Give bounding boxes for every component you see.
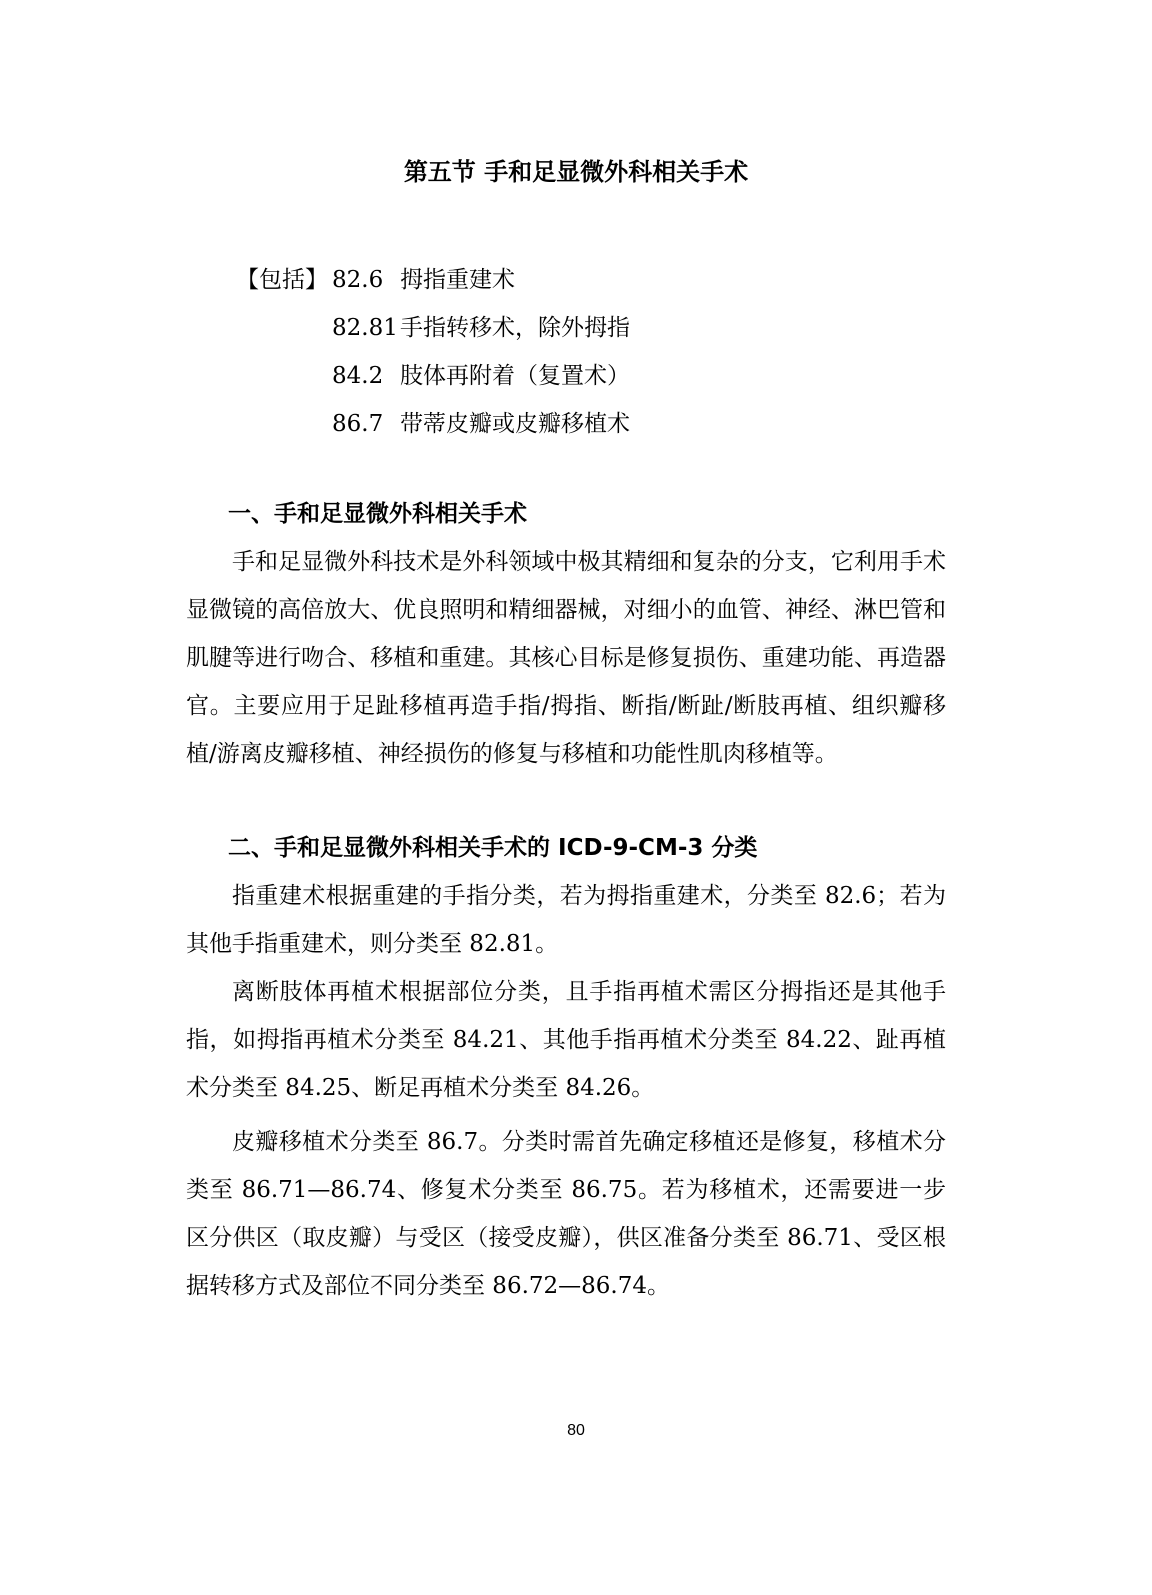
includes-row [236, 352, 630, 400]
includes-row [236, 304, 630, 352]
procedure-code: 86.7 [332, 411, 384, 437]
includes-row [236, 256, 630, 304]
paragraph-flap-graft: 皮瓣移植术分类至 86.7。分类时需首先确定移植还是修复，移植术分类至 86.71—86.74、修复术分类至 86.75。若为移植术，还需要进一步区分供区（取皮瓣）与受区（接受皮瓣），供区准备分类至 86.71、受区根据转移方式及部位不同分类至 86.72—86.74。 [186, 1129, 946, 1299]
procedure-name: 带蒂皮瓣或皮瓣移植术 [400, 411, 630, 437]
page-number: 80 [567, 1422, 585, 1439]
procedure-name: 肢体再附着（复置术） [400, 363, 630, 389]
includes-row [236, 400, 630, 448]
procedure-name: 拇指重建术 [400, 267, 515, 293]
section-title: 第五节 手和足显微外科相关手术 [403, 158, 749, 186]
procedure-code: 84.2 [332, 363, 384, 389]
procedure-name: 手指转移术，除外拇指 [400, 315, 630, 341]
paragraph-replantation: 离断肢体再植术根据部位分类，且手指再植术需区分拇指还是其他手指，如拇指再植术分类至 84.21、其他手指再植术分类至 84.22、趾再植术分类至 84.25、断足再植术分类至 84.26。 [186, 979, 946, 1101]
heading-classification: 二、手和足显微外科相关手术的 ICD-9-CM-3 分类 [228, 835, 758, 861]
includes-block [236, 256, 630, 448]
paragraph-finger-reconstruction: 指重建术根据重建的手指分类，若为拇指重建术，分类至 82.6；若为其他手指重建术，则分类至 82.81。 [186, 883, 946, 957]
procedure-code: 82.6 [332, 267, 384, 293]
procedure-code: 82.81 [332, 315, 398, 341]
includes-label: 【包括】 [236, 267, 328, 293]
heading-overview: 一、手和足显微外科相关手术 [228, 501, 527, 527]
paragraph-overview: 手和足显微外科技术是外科领域中极其精细和复杂的分支，它利用手术显微镜的高倍放大、优良照明和精细器械，对细小的血管、神经、淋巴管和肌腱等进行吻合、移植和重建。其核心目标是修复损伤、重建功能、再造器官。主要应用于足趾移植再造手指/拇指、断指/断趾/断肢再植、组织瓣移植/游离皮瓣移植、神经损伤的修复与移植和功能性肌肉移植等。 [186, 549, 946, 767]
